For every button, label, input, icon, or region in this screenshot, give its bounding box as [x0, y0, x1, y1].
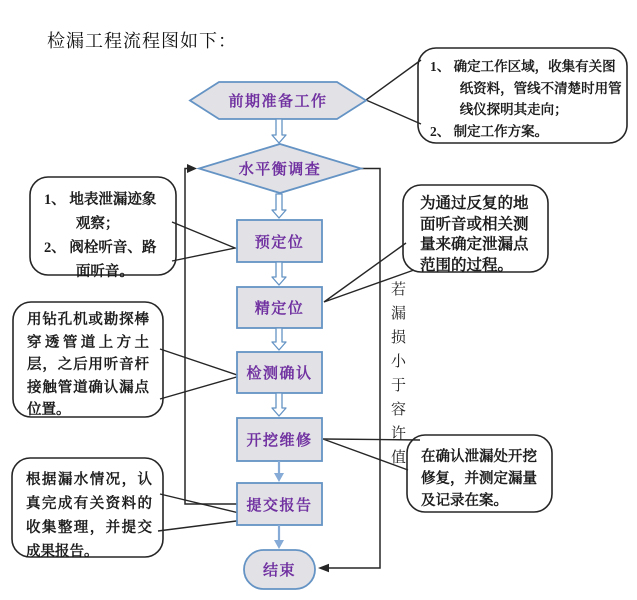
node-excavation-repair-label: 开挖维修 [246, 432, 313, 449]
loop-line-report-to-survey [185, 169, 237, 505]
page-title: 检漏工程流程图如下： [47, 31, 237, 51]
arrowhead-into-decision [187, 164, 197, 173]
callout-prep-item-2: 2、 制定工作方案。 [430, 123, 549, 139]
loop-line-survey-to-end [328, 169, 380, 569]
callout-pre-location-notes [44, 188, 170, 284]
node-submit-report-label: 提交报告 [246, 496, 313, 514]
node-fine-location-label: 精定位 [254, 300, 305, 317]
arrowhead-report [274, 473, 284, 482]
loop-condition-label: 若漏损小于容许值 [389, 281, 405, 473]
node-water-balance-label: 水平衡调查 [238, 161, 322, 178]
callout-prep-item-1: 1、 确定工作区域，收集有关图纸资料，管线不清楚时用管线仪探明其走向； [430, 59, 622, 117]
node-pre-location-label: 预定位 [254, 233, 305, 251]
node-detection-confirm-label: 检测确认 [246, 365, 313, 382]
callout-report-note: 根据漏水情况，认真完成有关资料的收集整理，并提交成果报告。 [26, 472, 152, 560]
node-end-label: 结束 [262, 562, 296, 579]
callout-confirmation-note: 用钻孔机或勘探棒穿透管道上方土层，之后用听音杆接触管道确认漏点位置。 [27, 312, 149, 418]
callout-fine-location-note: 为通过反复的地面听音或相关测量来确定泄漏点范围的过程。 [420, 195, 529, 274]
callout-pre-location-item-1: 1、 地表泄漏迹象观察； [44, 192, 157, 232]
callout-pre-location-item-2: 2、 阀栓听音、路面听音。 [44, 240, 157, 280]
callout-repair-note: 在确认泄漏处开挖修复，并测定漏量及记录在案。 [421, 449, 537, 509]
node-preparation-label: 前期准备工作 [228, 93, 328, 110]
arrowhead-into-end [318, 564, 329, 573]
arrowhead-end [274, 540, 284, 549]
callout-prep-notes [430, 56, 624, 142]
